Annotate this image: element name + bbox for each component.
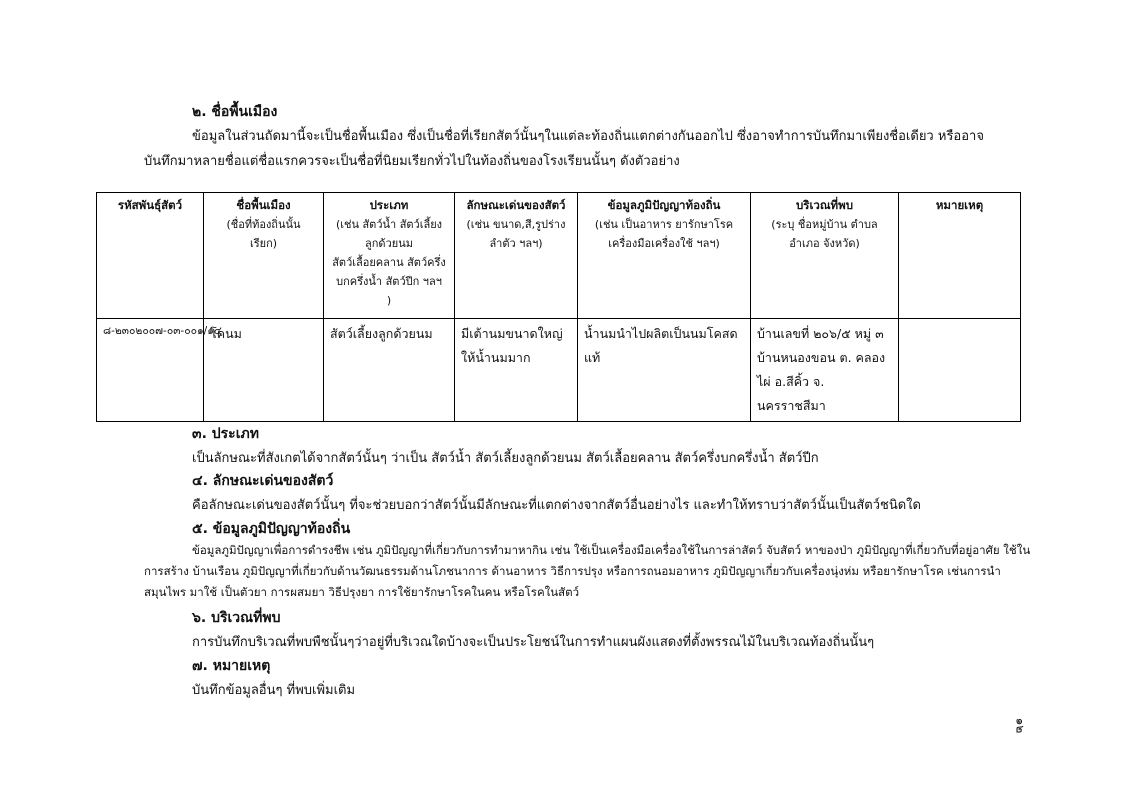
table-row [97, 319, 1021, 422]
cell-note [899, 319, 1021, 422]
cell-wisdom: น้ำนมนำไปผลิตเป็นนมโคสด แท้ [578, 319, 751, 422]
column-header-type: ประเภท (เช่น สัตว์น้ำ สัตว์เลี้ยง ลูกด้วยนม สัตว์เลื้อยคลาน สัตว์ครึ่ง บกครึ่งน้ำ สัตว์ปีก ฯลฯ ) [324, 193, 455, 319]
section-3-paragraph: เป็นลักษณะที่สังเกตได้จากสัตว์นั้นๆ ว่าเป็น สัตว์น้ำ สัตว์เลี้ยงลูกด้วยนม สัตว์เลื้อยคลาน สัตว์ครึ่งบกครึ่งน้ำ สัตว์ปีก [192, 451, 819, 466]
cell-feature: มีเต้านมขนาดใหญ่ ให้น้ำนมมาก [455, 319, 578, 422]
page-number: ๑๒ [1013, 717, 1028, 734]
section-3-heading: ๓. ประเภท [192, 426, 259, 442]
section-2-paragraph-line-1: ข้อมูลในส่วนถัดมานี้จะเป็นชื่อพื้นเมือง ซึ่งเป็นชื่อที่เรียกสัตว์นั้นๆในแต่ละท้องถิ่นแตกต่างกันออกไป ซึ่งอาจทำการบันทึกมาเพียงชื่อเดียว หรืออาจ [192, 129, 984, 144]
cell-type: สัตว์เลี้ยงลูกด้วยนม [324, 319, 455, 422]
column-header-code: รหัสพันธุ์สัตว์ [97, 193, 204, 319]
table-header-row [97, 193, 1021, 319]
section-2-paragraph-line-2: บันทึกมาหลายชื่อแต่ชื่อแรกควรจะเป็นชื่อที่นิยมเรียกทั่วไปในท้องถิ่นของโรงเรียนนั้นๆ ดังตัวอย่าง [144, 154, 680, 169]
section-4-heading: ๔. ลักษณะเด่นของสัตว์ [192, 473, 334, 489]
section-5-paragraph-line-3: สมุนไพร มาใช้ เป็นตัวยา การผสมยา วิธีปรุงยา การใช้ยารักษาโรคในคน หรือโรคในสัตว์ [144, 585, 580, 599]
section-2-heading: ๒. ชื่อพื้นเมือง [192, 104, 278, 120]
column-header-wisdom: ข้อมูลภูมิปัญญาท้องถิ่น (เช่น เป็นอาหาร ยารักษาโรค เครื่องมือเครื่องใช้ ฯลฯ) [578, 193, 751, 319]
cell-code: ๘-๒๓๐๒๐๐๗-๐๓-๐๐๑/๑๔ [97, 319, 204, 422]
section-5-paragraph-line-1: ข้อมูลภูมิปัญญาเพื่อการดำรงชีพ เช่น ภูมิปัญญาที่เกี่ยวกับการทำมาหากิน เช่น ใช้เป็นเครื่องมือเครื่องใช้ในการล่าสัตว์ จับสัตว์ หาของป่า ภูมิปัญญาที่เกี่ยวกับที่อยู่อาศัย ใช้ใน [192, 543, 1031, 557]
column-header-local-name: ชื่อพื้นเมือง (ชื่อที่ท้องถิ่นนั้น เรียก) [204, 193, 324, 319]
column-header-note: หมายเหตุ [899, 193, 1021, 319]
animal-record-table [96, 192, 1021, 422]
section-7-paragraph: บันทึกข้อมูลอื่นๆ ที่พบเพิ่มเติม [192, 683, 356, 698]
section-4-paragraph: คือลักษณะเด่นของสัตว์นั้นๆ ที่จะช่วยบอกว่าสัตว์นั้นมีลักษณะที่แตกต่างจากสัตว์อื่นอย่างไร และทำให้ทราบว่าสัตว์นั้นเป็นสัตว์ชนิดใด [192, 498, 921, 513]
section-5-heading: ๕. ข้อมูลภูมิปัญญาท้องถิ่น [192, 521, 351, 537]
cell-local-name: โคนม [204, 319, 324, 422]
cell-location: บ้านเลขที่ ๒๐๖/๕ หมู่ ๓ บ้านหนองขอน ต. คลองไผ่ อ.สีคิ้ว จ. นครราชสีมา [751, 319, 899, 422]
section-6-paragraph: การบันทึกบริเวณที่พบพืชนั้นๆว่าอยู่ที่บริเวณใดบ้างจะเป็นประโยชน์ในการทำแผนผังแสดงที่ตั้งพรรณไม้ในบริเวณท้องถิ่นนั้นๆ [192, 635, 875, 650]
section-6-heading: ๖. บริเวณที่พบ [192, 610, 281, 626]
column-header-feature: ลักษณะเด่นของสัตว์ (เช่น ขนาด,สี,รูปร่าง ลำตัว ฯลฯ) [455, 193, 578, 319]
column-header-location: บริเวณที่พบ (ระบุ ชื่อหมู่บ้าน ตำบล อำเภอ จังหวัด) [751, 193, 899, 319]
section-5-paragraph-line-2: การสร้าง บ้านเรือน ภูมิปัญญาที่เกี่ยวกับด้านวัฒนธรรมด้านโภชนาการ ด้านอาหาร วิธีการปรุง หรือการถนอมอาหาร ภูมิปัญญาเกี่ยวกับเครื่องนุ่งห่ม หรือยารักษาโรค เช่นการนำ [144, 564, 1001, 578]
section-7-heading: ๗. หมายเหตุ [192, 658, 271, 674]
